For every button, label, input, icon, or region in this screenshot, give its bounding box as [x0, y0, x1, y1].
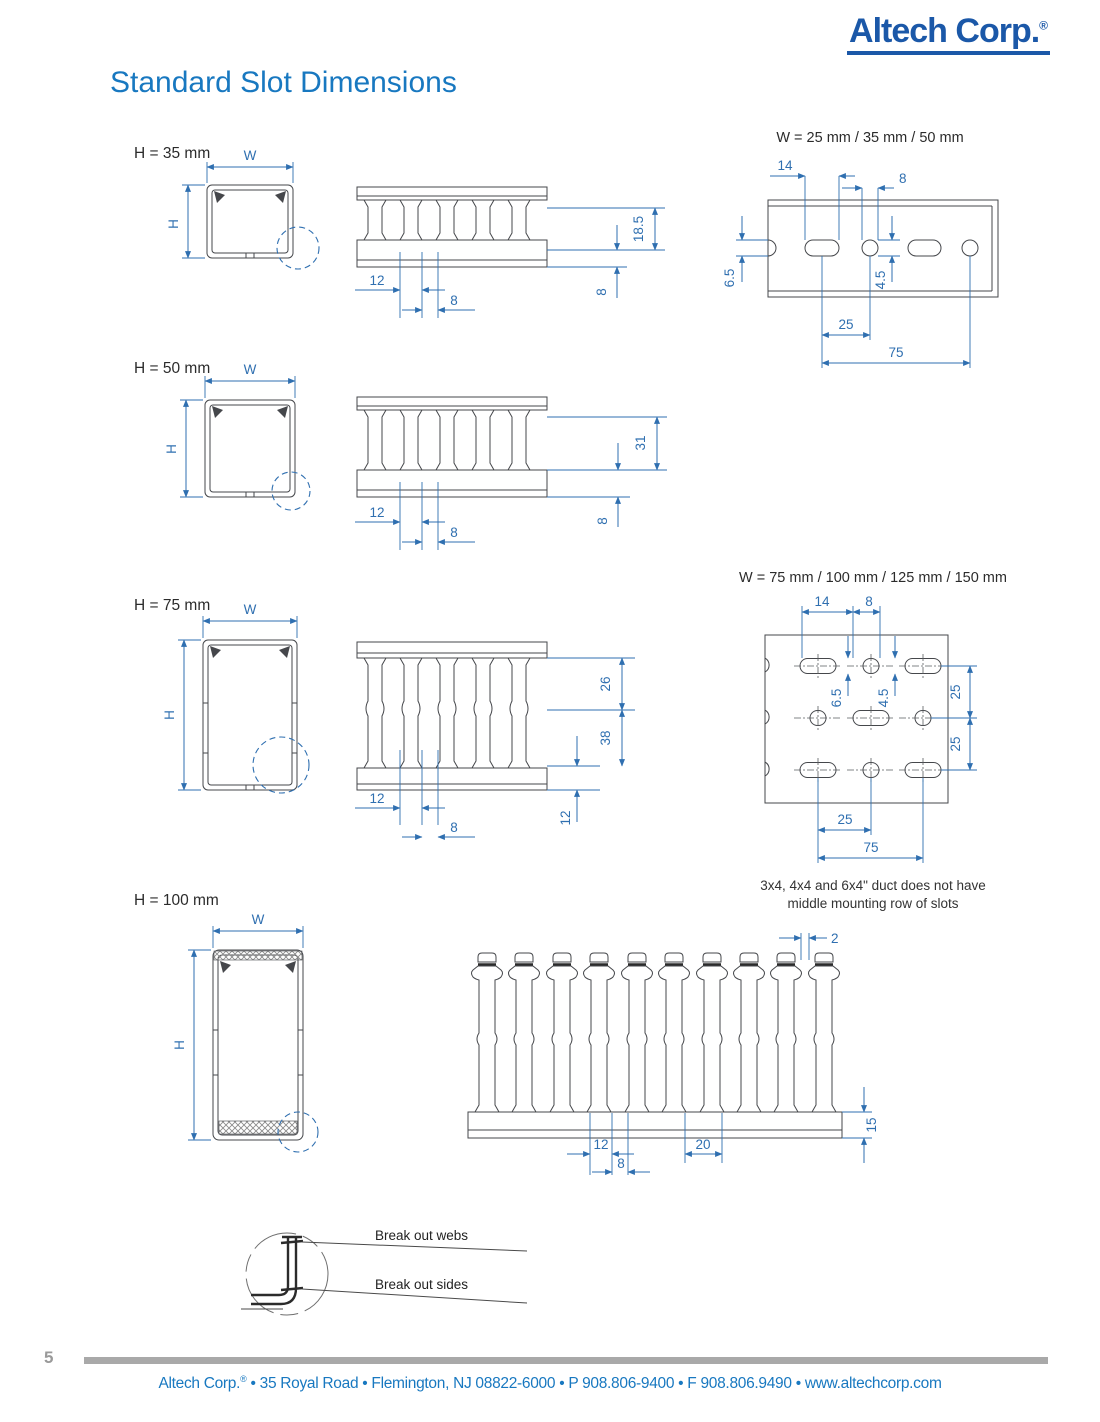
- w-small-dim-height: 4.5: [873, 270, 888, 290]
- duct-note-line1: 3x4, 4x4 and 6x4" duct does not have: [760, 878, 986, 893]
- h35-dim-depth: 18.5: [631, 215, 646, 243]
- h35-dim-pitch: 12: [369, 273, 385, 288]
- w-large-dim-slot-len: 14: [814, 594, 830, 609]
- h75-dim-base: 12: [558, 810, 573, 826]
- w-small-dim-slot-len: 14: [777, 158, 793, 173]
- h35-dim-h: H: [166, 219, 181, 229]
- diagram-w-large: [730, 560, 1080, 925]
- h35-side-view: [357, 187, 547, 267]
- h100-cross-section: [213, 950, 303, 1140]
- w-large-dim-row-lower: 25: [948, 736, 963, 752]
- w-large-dim-edge: 6.5: [829, 688, 844, 708]
- page-number: 5: [44, 1348, 54, 1367]
- h50-dim-pitch: 12: [369, 505, 385, 520]
- w-large-dim-slot-small: 8: [865, 594, 873, 609]
- footer-company: Altech Corp.: [158, 1375, 241, 1393]
- breakout-corner: [241, 1237, 303, 1309]
- w-small-dim-edge: 6.5: [722, 268, 737, 288]
- h100-dim-cap-gap: 2: [831, 931, 839, 946]
- footer-registered-mark: ®: [240, 1374, 247, 1384]
- breakout-sides-label: Break out sides: [375, 1277, 469, 1292]
- h100-dim-base: 15: [864, 1117, 879, 1133]
- h100-dim-slot: 8: [617, 1156, 625, 1171]
- w-small-dim-span: 75: [888, 345, 904, 360]
- diagram-h75: [130, 590, 690, 855]
- logo-text: Altech Corp.: [849, 12, 1040, 50]
- h50-cross-section: [205, 400, 295, 497]
- h35-cross-section: [207, 185, 293, 258]
- w-large-plate: [765, 635, 948, 803]
- footer-address: • 35 Royal Road • Flemington, NJ 08822-6000 • P 908.806-9400 • F 908.806.9490 • www.altechcorp.com: [246, 1375, 942, 1393]
- w-large-dim-span: 75: [863, 840, 879, 855]
- logo-registered-mark: ®: [1039, 18, 1048, 33]
- w-small-dim-pitch: 25: [838, 317, 854, 332]
- h75-dim-pitch: 12: [369, 791, 385, 806]
- h100-label: H = 100 mm: [134, 892, 219, 909]
- h35-dim-base: 8: [594, 288, 609, 296]
- duct-note-line2: middle mounting row of slots: [787, 896, 959, 911]
- breakout-webs-label: Break out webs: [375, 1228, 469, 1243]
- h50-dim-base: 8: [595, 517, 610, 525]
- h100-dim-w: W: [251, 912, 265, 927]
- company-logo: [847, 14, 1050, 55]
- h100-dim-h: H: [172, 1040, 187, 1050]
- diagram-w-small: [700, 118, 1040, 378]
- h50-dim-w: W: [243, 362, 257, 377]
- h75-dim-upper: 26: [598, 676, 613, 692]
- h50-dim-slot: 8: [450, 525, 458, 540]
- h100-dim-wide-pitch: 20: [695, 1137, 711, 1152]
- w-small-title: W = 25 mm / 35 mm / 50 mm: [776, 130, 964, 146]
- page-title: Standard Slot Dimensions: [110, 66, 457, 99]
- h75-cross-section: [203, 640, 297, 790]
- w-large-dim-col: 25: [837, 812, 853, 827]
- h75-dim-w: W: [243, 602, 257, 617]
- diagram-breakout: [225, 1210, 675, 1335]
- h75-label: H = 75 mm: [134, 597, 211, 614]
- w-large-dim-height: 4.5: [876, 688, 891, 708]
- h75-dim-slot: 8: [450, 820, 458, 835]
- h35-dim-slot: 8: [450, 293, 458, 308]
- h35-detail-circle: [277, 227, 319, 269]
- footer-contact: [0, 1374, 1100, 1393]
- diagram-h100: [130, 885, 900, 1190]
- h100-side-view: [468, 953, 842, 1138]
- diagram-h50: [130, 355, 670, 570]
- h35-dim-w: W: [243, 148, 257, 163]
- h50-detail-circle: [272, 472, 310, 510]
- h50-label: H = 50 mm: [134, 360, 211, 377]
- h35-label: H = 35 mm: [134, 145, 211, 162]
- w-small-dim-slot-small: 8: [899, 171, 907, 186]
- footer-rule: [84, 1357, 1048, 1364]
- h100-dim-pitch: 12: [593, 1137, 609, 1152]
- h75-side-view: [357, 642, 547, 790]
- breakout-leader-webs: [302, 1242, 527, 1251]
- diagram-h35: [130, 140, 670, 335]
- h50-dim-depth: 31: [633, 435, 648, 451]
- h75-dim-lower: 38: [598, 730, 613, 746]
- w-large-title: W = 75 mm / 100 mm / 125 mm / 150 mm: [739, 570, 1007, 586]
- h50-side-view: [357, 397, 547, 497]
- w-large-dim-row-upper: 25: [948, 684, 963, 700]
- h75-dim-h: H: [162, 710, 177, 720]
- h50-dim-h: H: [164, 444, 179, 454]
